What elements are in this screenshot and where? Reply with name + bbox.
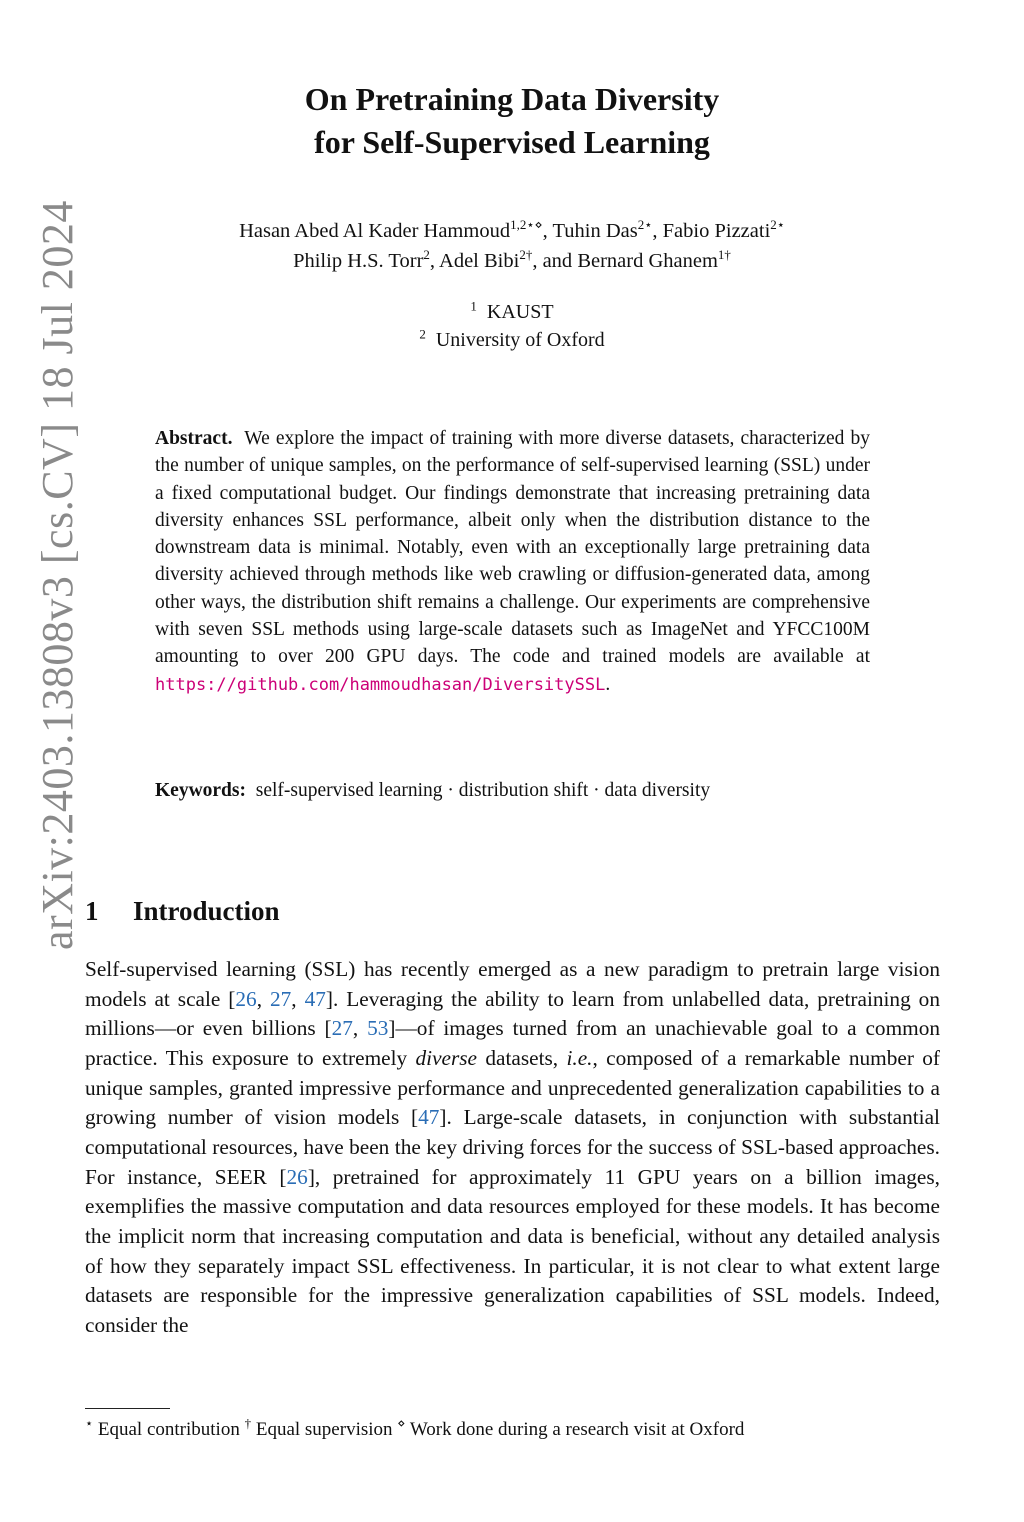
affiliation-line xyxy=(0,326,1024,354)
abstract-text: We explore the impact of training with more diverse datasets, characterized by the number of unique samples, on the performance of self-supervised learning (SSL) under a fixed computational budget. Our findings demonstrate that increasing pretraining data diversity enhances SSL performance, albeit only when the distribution distance to the downstream data is minimal. Notably, even with an exceptionally large pretraining data diversity achieved through methods like web crawling or diffusion-generated data, among other ways, the distribution shift remains a challenge. Our experiments are comprehensive with seven SSL methods using large-scale datasets such as ImageNet and YFCC100M amounting to over 200 GPU days. The code and trained models are available at xyxy=(155,428,870,668)
arxiv-identifier: arXiv:2403.13808v3 [cs.CV] 18 Jul 2024 xyxy=(33,200,82,950)
intro-text: ], pretrained for approximately 11 GPU years on a billion images, exemplifies the massive computation and data resources employed for these models. It has become the implicit norm that increasing computation and data is beneficial, without any detailed analysis of how they separately impact SSL effectiveness. In particular, it is not clear to what extent large datasets are responsible for the impressive generalization capabilities of SSL models. Indeed, consider the xyxy=(85,1164,940,1337)
citation-link[interactable]: 53 xyxy=(367,1016,389,1041)
title-line-1: On Pretraining Data Diversity xyxy=(304,81,720,117)
affiliation-name: KAUST xyxy=(486,301,554,323)
abstract-label: Abstract. xyxy=(155,428,233,449)
section-title: Introduction xyxy=(133,896,280,926)
author-line-2: Philip H.S. Torr$^2$, Adel Bibi$^{2\dagger}$, and Bernard Ghanem$^{1\dagger}$ xyxy=(293,247,731,272)
abstract xyxy=(155,425,870,699)
section-heading xyxy=(85,893,280,929)
author-name: Fabio Pizzati xyxy=(662,220,771,242)
intro-text: ]—of images turned from an unachievable goal to a common practice. This exposure to extremely xyxy=(85,1016,940,1070)
affiliations xyxy=(0,298,1024,354)
author-list xyxy=(0,216,1024,276)
intro-text: ]. Large-scale datasets, in conjunction with substantial computational resources, have been the key driving forces for the success of SSL-based approaches. For instance, SEER [ xyxy=(85,1105,940,1189)
code-url-link[interactable]: https://github.com/hammoudhasan/DiversitySSL xyxy=(155,674,606,695)
author-line-1: Hasan Abed Al Kader Hammoud$^{1,2⋆⋄}$, Tuhin Das$^{2⋆}$, Fabio Pizzati$^{2⋆}$ xyxy=(239,217,785,242)
footnote-text: Work done during a research visit at Oxford xyxy=(409,1419,745,1440)
keywords xyxy=(155,777,915,804)
footnote-divider xyxy=(85,1408,170,1409)
section-number: 1 xyxy=(85,896,99,926)
keywords-label: Keywords: xyxy=(155,780,246,801)
footnote-text: Equal supervision xyxy=(255,1419,393,1440)
author-name: Hasan Abed Al Kader Hammoud xyxy=(239,220,511,242)
affiliation-number: 1 xyxy=(470,298,477,314)
intro-paragraph xyxy=(85,955,940,1341)
footnote-text: Equal contribution xyxy=(97,1419,240,1440)
intro-text: , composed of a remarkable number of unique samples, granted impressive performance and unprecedented generalization capabilities to a growing number of vision models [ xyxy=(85,1045,940,1130)
footnote xyxy=(85,1416,945,1444)
affiliation-name: University of Oxford xyxy=(435,329,605,351)
affiliation-line xyxy=(0,298,1024,326)
author-name: Philip H.S. Torr xyxy=(293,250,424,272)
author-name: Adel Bibi xyxy=(439,250,520,272)
author-marks: 2⋆ xyxy=(770,217,785,233)
abstract-end: . xyxy=(605,673,611,695)
citation-link[interactable]: 27 xyxy=(269,986,292,1011)
citation-link[interactable]: 27 xyxy=(331,1016,353,1041)
author-marks: 1† xyxy=(717,247,731,263)
citation-link[interactable]: 26 xyxy=(286,1164,308,1189)
affiliation-number: 2 xyxy=(419,326,426,342)
citation-link[interactable]: 47 xyxy=(304,986,326,1011)
intro-text: , xyxy=(256,986,270,1011)
intro-text: , xyxy=(291,986,305,1011)
author-marks: 2 xyxy=(423,247,430,263)
citation-link[interactable]: 47 xyxy=(418,1105,440,1130)
emphasis-text: i.e. xyxy=(566,1045,593,1070)
intro-text: ]. Leveraging the ability to learn from unlabelled data, pretraining on millions—or even billions [ xyxy=(85,986,940,1041)
author-name: Tuhin Das xyxy=(552,220,638,242)
author-name: Bernard Ghanem xyxy=(577,250,718,272)
intro-text: , xyxy=(352,1016,368,1041)
paper-title xyxy=(0,78,1024,164)
author-conjunction: and xyxy=(542,250,573,272)
intro-text: Self-supervised learning (SSL) has recently emerged as a new paradigm to pretrain large vision models at scale [ xyxy=(85,957,940,1011)
citation-link[interactable]: 26 xyxy=(235,986,257,1011)
title-line-2: for Self-Supervised Learning xyxy=(314,124,710,160)
emphasis-text: diverse xyxy=(415,1045,478,1070)
author-marks: 1,2⋆⋄ xyxy=(510,217,543,233)
author-marks: 2⋆ xyxy=(637,217,653,233)
footnote-mark: † xyxy=(244,1415,252,1431)
intro-text: datasets, xyxy=(477,1045,567,1070)
footnote-mark: ⋄ xyxy=(397,1415,406,1431)
footnote-mark: ⋆ xyxy=(85,1415,94,1431)
keywords-text: self-supervised learning · distribution shift · data diversity xyxy=(255,780,711,801)
author-marks: 2† xyxy=(519,247,533,263)
